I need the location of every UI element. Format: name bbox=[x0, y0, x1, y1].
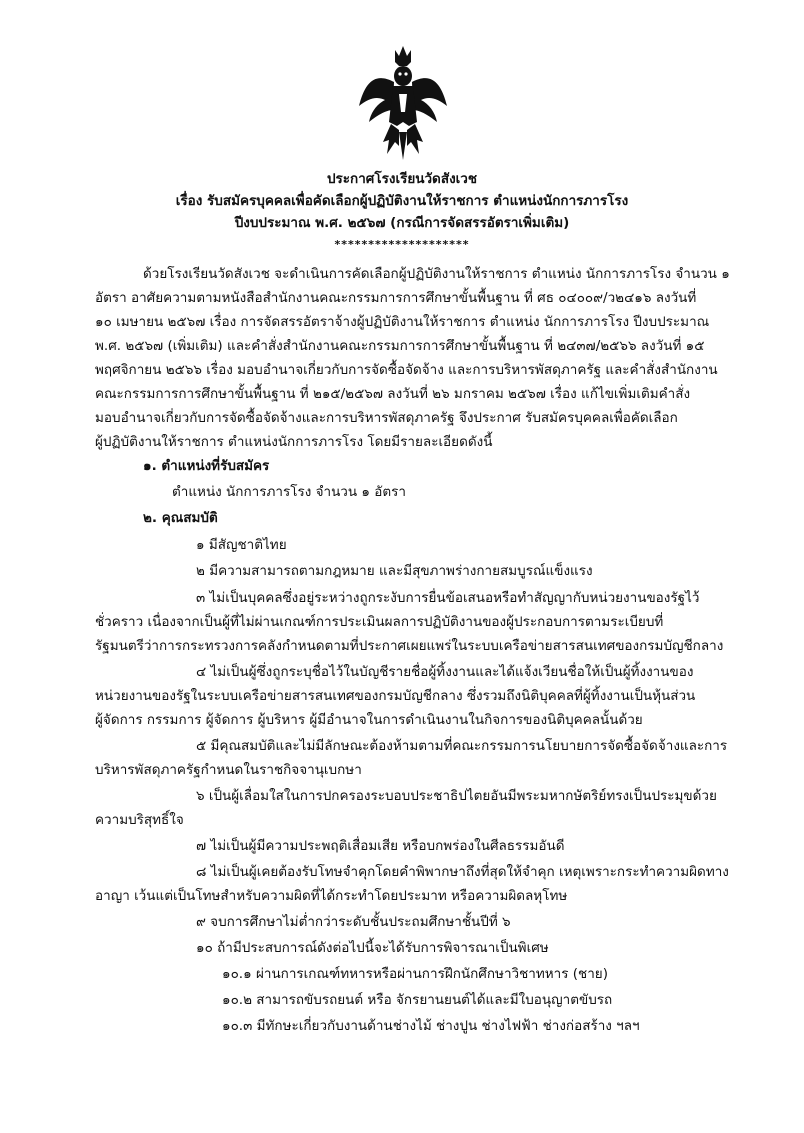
qualification-line: ๑๐ ถ้ามีประสบการณ์ดังต่อไปนี้จะได้รับการพิจารณาเป็นพิเศษ bbox=[196, 940, 549, 956]
qualification-line: ๖ เป็นผู้เลื่อมใสในการปกครองระบอบประชาธิปไตยอันมีพระมหากษัตริย์ทรงเป็นประมุขด้วย bbox=[196, 788, 717, 804]
intro-line: อัตรา อาศัยความตามหนังสือสำนักงานคณะกรรมการการศึกษาขั้นพื้นฐาน ที่ ศธ ๐๔๐๐๙/ว๒๔๑๖ ลงวันที่ bbox=[95, 290, 697, 306]
qualification-line: รัฐมนตรีว่าการกระทรวงการคลังกำหนดตามที่ประกาศเผยแพร่ในระบบเครือข่ายสารสนเทศของกรมบัญชีกลาง bbox=[95, 638, 724, 654]
experience-item: ๑๐.๒ สามารถขับรถยนต์ หรือ จักรยานยนต์ได้และมีใบอนุญาตขับรถ bbox=[222, 992, 613, 1008]
title-separator: ******************** bbox=[334, 238, 470, 251]
qualification-line: ความบริสุทธิ์ใจ bbox=[95, 812, 184, 828]
section-2-heading: ๒. คุณสมบัติ bbox=[143, 510, 218, 526]
qualification-line: ๒ มีความสามารถตามกฎหมาย และมีสุขภาพร่างกายสมบูรณ์แข็งแรง bbox=[196, 563, 593, 579]
announcement-subject: เรื่อง รับสมัครบุคคลเพื่อคัดเลือกผู้ปฏิบัติงานให้ราชการ ตำแหน่งนักการภารโรง bbox=[175, 193, 629, 209]
qualification-line: ๔ ไม่เป็นผู้ซึ่งถูกระบุชื่อไว้ในบัญชีรายชื่อผู้ทิ้งงานและได้แจ้งเวียนชื่อให้เป็นผู้ทิ้งงานของ bbox=[196, 664, 694, 680]
fiscal-year-line: ปีงบประมาณ พ.ศ. ๒๕๖๗ (กรณีการจัดสรรอัตราเพิ่มเติม) bbox=[234, 215, 570, 231]
intro-line: พ.ศ. ๒๕๖๗ (เพิ่มเติม) และคำสั่งสำนักงานคณะกรรมการการศึกษาขั้นพื้นฐาน ที่ ๒๔๓๗/๒๕๖๖ ลงวันที่ ๑๕ bbox=[95, 338, 705, 354]
intro-line: พฤศจิกายน ๒๕๖๖ เรื่อง มอบอำนาจเกี่ยวกับการจัดซื้อจัดจ้าง และการบริหารพัสดุภาครัฐ และคำสั่งสำนักงาน bbox=[95, 362, 718, 378]
qualification-line: ๙ จบการศึกษาไม่ต่ำกว่าระดับชั้นประถมศึกษาชั้นปีที่ ๖ bbox=[196, 914, 511, 930]
intro-line: มอบอำนาจเกี่ยวกับการจัดซื้อจัดจ้างและการบริหารพัสดุภาครัฐ จึงประกาศ รับสมัครบุคคลเพื่อคัดเลือก bbox=[95, 410, 678, 426]
qualification-line: หน่วยงานของรัฐในระบบเครือข่ายสารสนเทศของกรมบัญชีกลาง ซึ่งรวมถึงนิติบุคคลที่ผู้ทิ้งงานเป็นหุ้นส่วน bbox=[95, 688, 696, 704]
intro-line: ผู้ปฏิบัติงานให้ราชการ ตำแหน่งนักการภารโรง โดยมีรายละเอียดดังนี้ bbox=[95, 434, 493, 450]
qualification-line: อาญา เว้นแต่เป็นโทษสำหรับความผิดที่ได้กระทำโดยประมาท หรือความผิดลหุโทษ bbox=[95, 888, 568, 904]
qualification-line: บริหารพัสดุภาครัฐกำหนดในราชกิจจานุเบกษา bbox=[95, 762, 362, 778]
announcement-title: ประกาศโรงเรียนวัดสังเวช bbox=[326, 171, 478, 187]
qualification-line: ๑ มีสัญชาติไทย bbox=[196, 537, 287, 553]
section-1-heading: ๑. ตำแหน่งที่รับสมัคร bbox=[143, 458, 270, 474]
qualification-line: ชั่วคราว เนื่องจากเป็นผู้ที่ไม่ผ่านเกณฑ์การประเมินผลการปฏิบัติงานของผู้ประกอบการตามระเบียบที่ bbox=[95, 614, 664, 630]
qualification-line: ๗ ไม่เป็นผู้มีความประพฤติเสื่อมเสีย หรือบกพร่องในศีลธรรมอันดี bbox=[196, 838, 565, 854]
experience-item: ๑๐.๑ ผ่านการเกณฑ์ทหารหรือผ่านการฝึกนักศึกษาวิชาทหาร (ชาย) bbox=[222, 966, 608, 982]
garuda-emblem-icon bbox=[355, 42, 451, 162]
experience-item: ๑๐.๓ มีทักษะเกี่ยวกับงานด้านช่างไม้ ช่างปูน ช่างไฟฟ้า ช่างก่อสร้าง ฯลฯ bbox=[222, 1018, 640, 1034]
qualification-line: ๓ ไม่เป็นบุคคลซึ่งอยู่ระหว่างถูกระงับการยื่นข้อเสนอหรือทำสัญญากับหน่วยงานของรัฐไว้ bbox=[196, 590, 700, 606]
qualification-line: ผู้จัดการ กรรมการ ผู้จัดการ ผู้บริหาร ผู้มีอำนาจในการดำเนินงานในกิจการของนิติบุคคลนั้นด้วย bbox=[95, 712, 643, 728]
intro-line: คณะกรรมการการศึกษาขั้นพื้นฐาน ที่ ๒๑๕/๒๕๖๗ ลงวันที่ ๒๖ มกราคม ๒๕๖๗ เรื่อง แก้ไขเพิ่มเติมคำสั่ง bbox=[95, 386, 691, 402]
qualification-line: ๘ ไม่เป็นผู้เคยต้องรับโทษจำคุกโดยคำพิพากษาถึงที่สุดให้จำคุก เหตุเพราะกระทำความผิดทาง bbox=[196, 864, 729, 880]
qualification-line: ๕ มีคุณสมบัติและไม่มีลักษณะต้องห้ามตามที่คณะกรรมการนโยบายการจัดซื้อจัดจ้างและการ bbox=[196, 738, 728, 754]
intro-line: ด้วยโรงเรียนวัดสังเวช จะดำเนินการคัดเลือกผู้ปฏิบัติงานให้ราชการ ตำแหน่ง นักการภารโรง จำนวน ๑ bbox=[143, 266, 730, 282]
intro-line: ๑๐ เมษายน ๒๕๖๗ เรื่อง การจัดสรรอัตราจ้างผู้ปฏิบัติงานให้ราชการ ตำแหน่ง นักการภารโรง ปีงบประมาณ bbox=[95, 314, 710, 330]
section-1-text: ตำแหน่ง นักการภารโรง จำนวน ๑ อัตรา bbox=[172, 484, 406, 500]
